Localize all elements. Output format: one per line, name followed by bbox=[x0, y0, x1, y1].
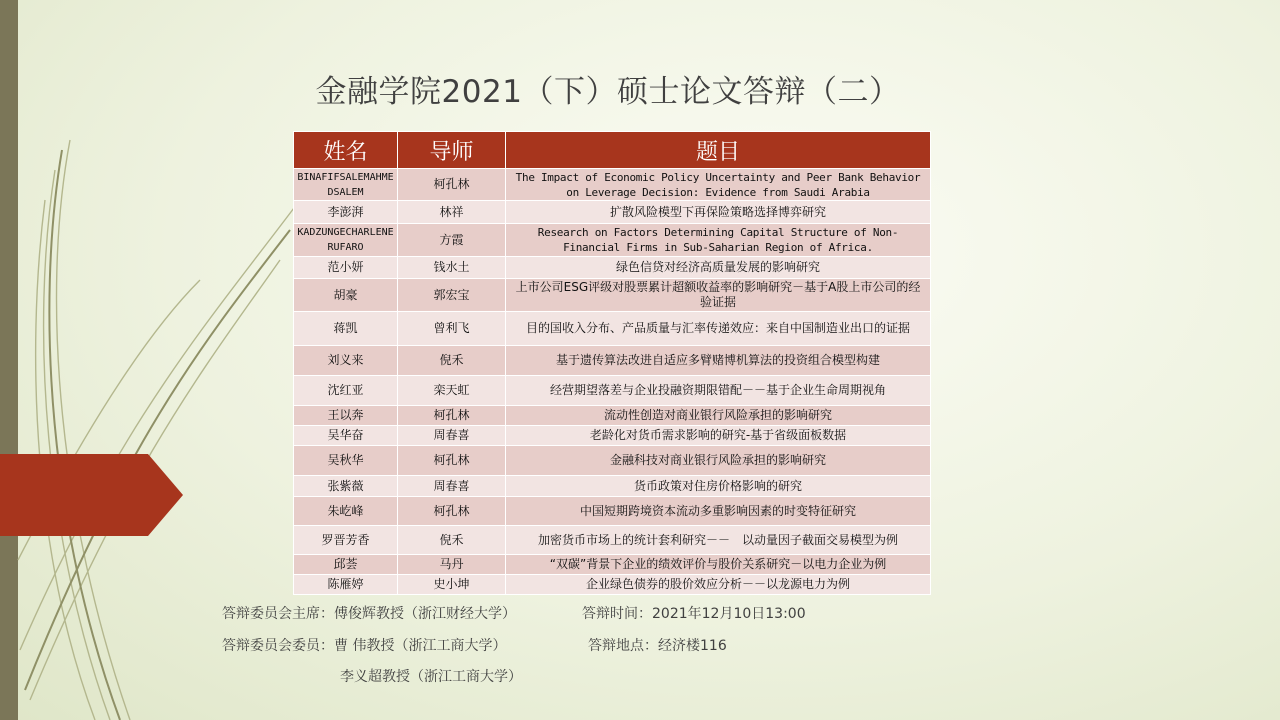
table-row bbox=[294, 526, 931, 555]
thesis-topic: Research on Factors Determining Capital Structure of Non-Financial Firms in Sub-Saharian Region of Africa. bbox=[506, 224, 931, 257]
advisor-name: 周春喜 bbox=[398, 426, 506, 446]
student-name: 范小妍 bbox=[294, 257, 398, 279]
advisor-name: 倪禾 bbox=[398, 346, 506, 376]
advisor-name: 郭宏宝 bbox=[398, 279, 506, 312]
committee-member-2: 李义超教授（浙江工商大学） bbox=[340, 669, 522, 685]
column-header-advisor: 导师 bbox=[398, 132, 506, 169]
table-row bbox=[294, 201, 931, 224]
column-header-topic: 题目 bbox=[506, 132, 931, 169]
student-name: 邱荟 bbox=[294, 555, 398, 575]
thesis-topic: 上市公司ESG评级对股票累计超额收益率的影响研究－基于A股上市公司的经验证据 bbox=[506, 279, 931, 312]
table-row bbox=[294, 257, 931, 279]
student-name: 张紫薇 bbox=[294, 476, 398, 497]
advisor-name: 史小坤 bbox=[398, 575, 506, 595]
advisor-name: 林祥 bbox=[398, 201, 506, 224]
thesis-topic: 中国短期跨境资本流动多重影响因素的时变特征研究 bbox=[506, 497, 931, 526]
defense-time: 答辩时间：2021年12月10日13:00 bbox=[582, 606, 806, 622]
student-name: 沈红亚 bbox=[294, 376, 398, 406]
table-row bbox=[294, 224, 931, 257]
thesis-topic: 老龄化对货币需求影响的研究-基于省级面板数据 bbox=[506, 426, 931, 446]
table-row bbox=[294, 476, 931, 497]
student-name: 王以奔 bbox=[294, 406, 398, 426]
table-row bbox=[294, 169, 931, 201]
table-header-row bbox=[294, 132, 931, 169]
table-row bbox=[294, 376, 931, 406]
student-name: 罗晋芳香 bbox=[294, 526, 398, 555]
student-name: 吴秋华 bbox=[294, 446, 398, 476]
advisor-name: 周春喜 bbox=[398, 476, 506, 497]
arrow-shape bbox=[0, 454, 183, 536]
student-name: 刘义来 bbox=[294, 346, 398, 376]
advisor-name: 柯孔林 bbox=[398, 497, 506, 526]
table-row bbox=[294, 279, 931, 312]
advisor-name: 柯孔林 bbox=[398, 169, 506, 201]
thesis-topic: “双碳”背景下企业的绩效评价与股价关系研究－以电力企业为例 bbox=[506, 555, 931, 575]
table-row bbox=[294, 426, 931, 446]
table-row bbox=[294, 575, 931, 595]
student-name: 陈雁婷 bbox=[294, 575, 398, 595]
thesis-topic: 企业绿色债券的股价效应分析－－以龙源电力为例 bbox=[506, 575, 931, 595]
defense-schedule-table bbox=[293, 131, 931, 595]
defense-location: 答辩地点：经济楼116 bbox=[588, 638, 727, 654]
student-name: KADZUNGECHARLENERUFARO bbox=[294, 224, 398, 257]
student-name: 蒋凯 bbox=[294, 312, 398, 346]
student-name: 胡豪 bbox=[294, 279, 398, 312]
advisor-name: 栾天虹 bbox=[398, 376, 506, 406]
advisor-name: 马丹 bbox=[398, 555, 506, 575]
thesis-topic: 基于遗传算法改进自适应多臂赌博机算法的投资组合模型构建 bbox=[506, 346, 931, 376]
advisor-name: 方霞 bbox=[398, 224, 506, 257]
thesis-topic: 流动性创造对商业银行风险承担的影响研究 bbox=[506, 406, 931, 426]
committee-chair: 答辩委员会主席：傅俊辉教授（浙江财经大学） bbox=[222, 606, 516, 622]
thesis-topic: 货币政策对住房价格影响的研究 bbox=[506, 476, 931, 497]
thesis-topic: 目的国收入分布、产品质量与汇率传递效应：来自中国制造业出口的证据 bbox=[506, 312, 931, 346]
table-row bbox=[294, 346, 931, 376]
thesis-topic: The Impact of Economic Policy Uncertainty and Peer Bank Behavior on Leverage Decision: Evidence from Saudi Arabia bbox=[506, 169, 931, 201]
table-row bbox=[294, 497, 931, 526]
student-name: 吴华奋 bbox=[294, 426, 398, 446]
advisor-name: 曾利飞 bbox=[398, 312, 506, 346]
advisor-name: 柯孔林 bbox=[398, 406, 506, 426]
thesis-topic: 金融科技对商业银行风险承担的影响研究 bbox=[506, 446, 931, 476]
student-name: 朱屹峰 bbox=[294, 497, 398, 526]
table-row bbox=[294, 312, 931, 346]
advisor-name: 柯孔林 bbox=[398, 446, 506, 476]
table-row bbox=[294, 555, 931, 575]
thesis-topic: 扩散风险模型下再保险策略选择博弈研究 bbox=[506, 201, 931, 224]
table-row bbox=[294, 446, 931, 476]
advisor-name: 倪禾 bbox=[398, 526, 506, 555]
thesis-topic: 经营期望落差与企业投融资期限错配－－基于企业生命周期视角 bbox=[506, 376, 931, 406]
student-name: 李澎湃 bbox=[294, 201, 398, 224]
page-title: 金融学院2021（下）硕士论文答辩（二） bbox=[315, 74, 901, 110]
advisor-name: 钱水土 bbox=[398, 257, 506, 279]
column-header-name: 姓名 bbox=[294, 132, 398, 169]
thesis-topic: 加密货币市场上的统计套利研究－－ 以动量因子截面交易模型为例 bbox=[506, 526, 931, 555]
table-row bbox=[294, 406, 931, 426]
thesis-topic: 绿色信贷对经济高质量发展的影响研究 bbox=[506, 257, 931, 279]
committee-member-1: 答辩委员会委员：曹 伟教授（浙江工商大学） bbox=[222, 638, 507, 654]
student-name: BINAFIFSALEMAHMEDSALEM bbox=[294, 169, 398, 201]
